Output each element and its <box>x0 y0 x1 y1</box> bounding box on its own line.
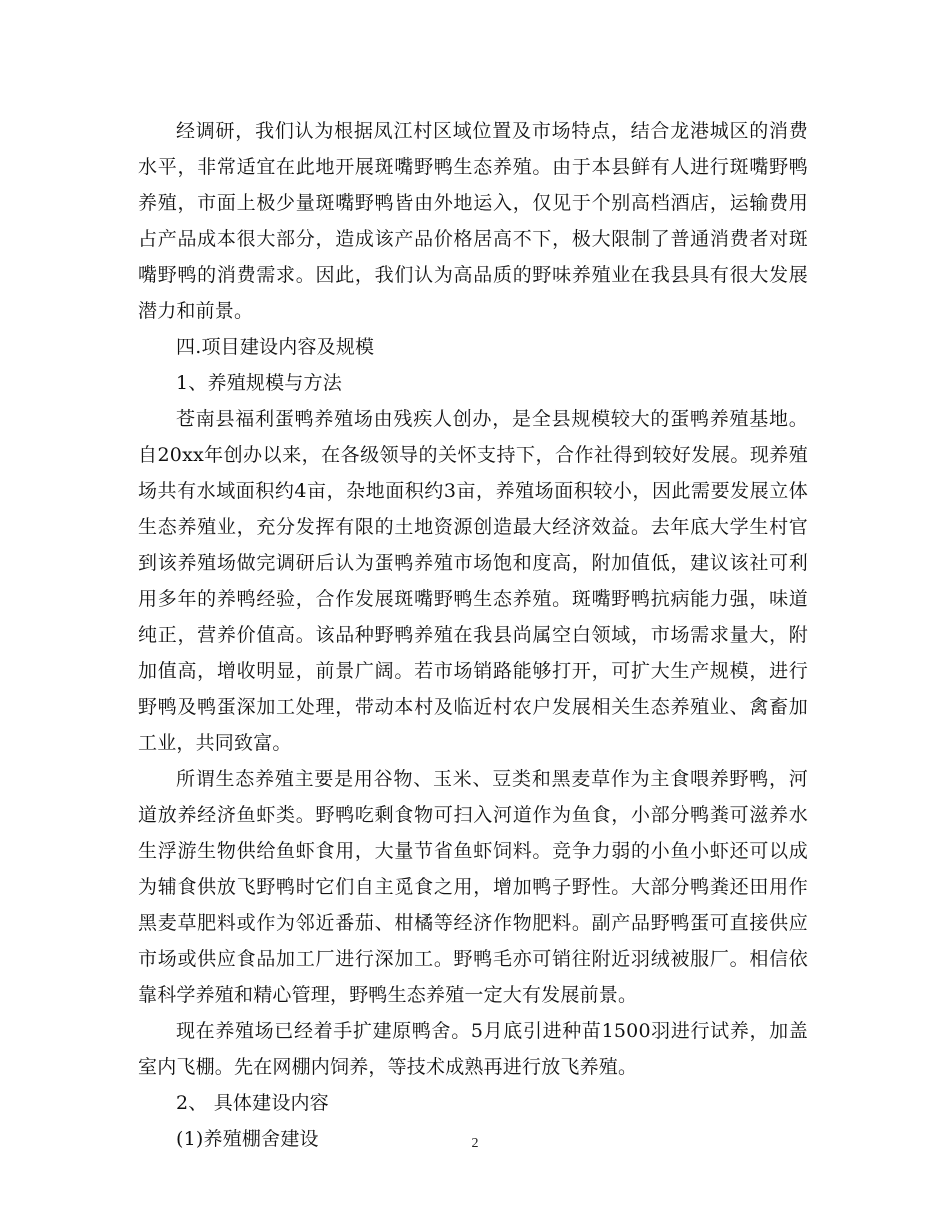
paragraph-ecological-farming: 所谓生态养殖主要是用谷物、玉米、豆类和黑麦草作为主食喂养野鸭，河道放养经济鱼虾类。野鸭吃剩食物可扫入河道作为鱼食，小部分鸭粪可滋养水生浮游生物供给鱼虾食用，大量节省鱼虾饲料。竞争力弱的小鱼小虾还可以成为辅食供放飞野鸭时它们自主觅食之用，增加鸭子野性。大部分鸭粪还田用作黑麦草肥料或作为邻近番茄、柑橘等经济作物肥料。副产品野鸭蛋可直接供应市场或供应食品加工厂进行深加工。野鸭毛亦可销往附近羽绒被服厂。相信依靠科学养殖和精心管理，野鸭生态养殖一定大有发展前景。 <box>138 768 808 1006</box>
paragraph-current-progress: 现在养殖场已经着手扩建原鸭舍。5月底引进种苗1500羽进行试养，加盖室内飞棚。先在网棚内饲养，等技术成熟再进行放飞养殖。 <box>138 1020 808 1078</box>
subheading-construction-content: 2、 具体建设内容 <box>176 1092 329 1114</box>
document-body <box>138 113 808 1157</box>
paragraph-market-analysis: 经调研，我们认为根据凤江村区域位置及市场特点，结合龙港城区的消费水平，非常适宜在此地开展斑嘴野鸭生态养殖。由于本县鲜有人进行斑嘴野鸭养殖，市面上极少量斑嘴野鸭皆由外地运入，仅见于个别高档酒店，运输费用占产品成本很大部分，造成该产品价格居高不下，极大限制了普通消费者对斑嘴野鸭的消费需求。因此，我们认为高品质的野味养殖业在我县具有很大发展潜力和前景。 <box>138 120 808 322</box>
subheading-scale-method: 1、养殖规模与方法 <box>176 372 342 394</box>
subheading-shed-construction: (1)养殖棚舍建设 <box>176 1128 319 1150</box>
paragraph-farm-background: 苍南县福利蛋鸭养殖场由残疾人创办，是全县规模较大的蛋鸭养殖基地。自20xx年创办以来，在各级领导的关怀支持下，合作社得到较好发展。现养殖场共有水域面积约4亩，杂地面积约3亩，养殖场面积较小，因此需要发展立体生态养殖业，充分发挥有限的土地资源创造最大经济效益。去年底大学生村官到该养殖场做完调研后认为蛋鸭养殖市场饱和度高，附加值低，建议该社可利用多年的养鸭经验，合作发展斑嘴野鸭生态养殖。斑嘴野鸭抗病能力强，味道纯正，营养价值高。该品种野鸭养殖在我县尚属空白领域，市场需求量大，附加值高，增收明显，前景广阔。若市场销路能够打开，可扩大生产规模，进行野鸭及鸭蛋深加工处理，带动本村及临近村农户发展相关生态养殖业、禽畜加工业，共同致富。 <box>138 408 808 754</box>
section-heading-construction: 四.项目建设内容及规模 <box>176 336 375 358</box>
page-number: 2 <box>471 1136 479 1151</box>
